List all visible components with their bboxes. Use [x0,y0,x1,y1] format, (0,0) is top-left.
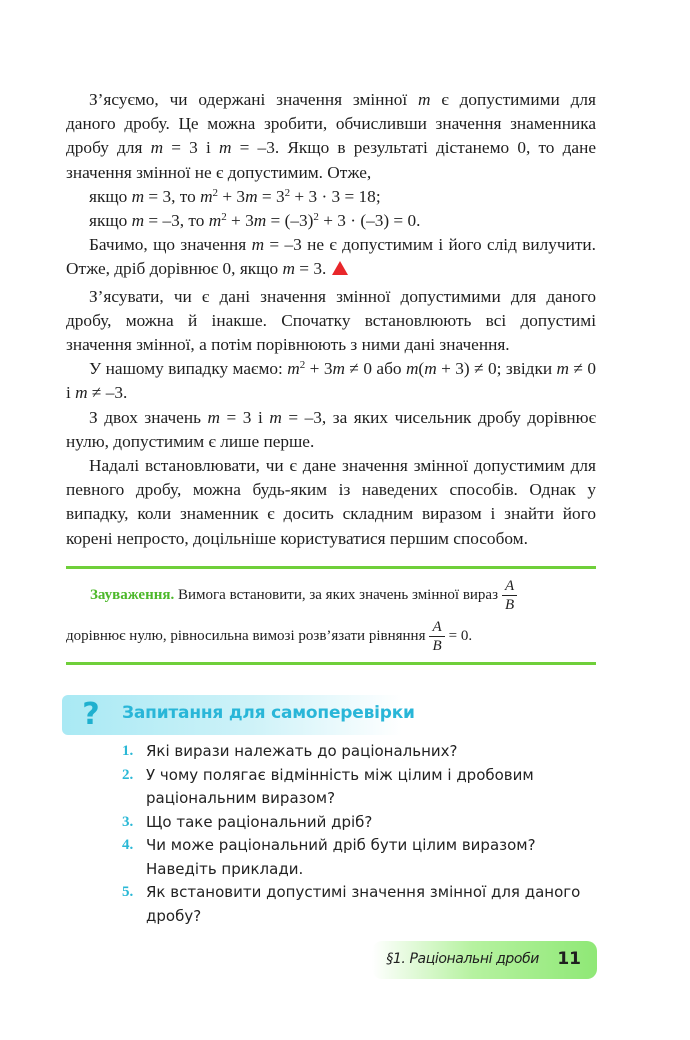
self-check-title: Запитання для самоперевірки [122,703,415,723]
paragraph-check-values: З’ясуємо, чи одержані значення змінної m є допустимими для даного дробу. Це можна зробити, обчисливши значення знаменника дробу для m = 3 і m = –3. Якщо в результаті дістанемо 0, то дане значення змінної не є допустимим. Отже, [66,90,596,182]
self-check-questions [122,740,597,928]
calculation-line-2: якщо m = –3, то $m^2 + 3m = (-3)^2 + 3 \cdot (-3) = 0$. [89,211,421,231]
paragraph-two-values: З двох значень m = 3 і m = –3, за яких чисельник дробу дорівнює нулю, допустимим є лише перше. [66,407,596,451]
page-footer [372,941,597,979]
remark-block [66,578,596,654]
paragraph-conclusion: Бачимо, що значення m = –3 не є допустимим і його слід вилучити. Отже, дріб дорівнює 0, якщо m = 3. [66,235,596,279]
fraction-a-over-b: $\frac{A}{B}$ [502,578,517,613]
remark-title: Зауваження. [90,586,175,603]
note-bottom-divider [66,662,596,665]
paragraph-our-case: У нашому випадку маємо: $m^2 + 3m \ne 0$ або m(m + 3) ≠ 0; звідки m ≠ 0 і m ≠ –3. [66,359,597,403]
note-top-divider [66,566,596,569]
paragraph-further: Надалі встановлювати, чи є дане значення змінної допустимим для певного дробу, можна будь-яким із наведених способів. Однак у випадку, коли знаменник є досить складним виразом і знайти його корені непросто, доцільніше користуватися першим способом. [66,456,596,548]
remark-line-1: Зауваження. Вимога встановити, за яких значень змінної вираз $\frac{A}{B}$ [66,578,596,613]
question-item: 4. Чи може раціональний дріб бути цілим виразом? Наведіть приклади. [122,836,536,878]
main-text [66,88,596,551]
question-item: 2. У чому полягає відмінність між цілим і дробовим раціональним виразом? [122,765,534,807]
self-check-header [62,695,415,735]
fraction-equation: $\frac{A}{B}$ [429,619,444,654]
calculation-line-1: якщо m = 3, то $m^2 + 3m = 3^2 + 3 \cdot 3 = 18$; [89,186,381,206]
question-item: 5. Як встановити допустимі значення змінної для даного дробу? [122,883,581,925]
end-of-solution-triangle-icon [332,261,348,275]
section-title: §1. Раціональні дроби [386,951,539,967]
question-item: 3. Що таке раціональний дріб? [122,812,373,831]
question-item: 1. Які вирази належать до раціональних? [122,742,458,760]
question-mark-icon: ? [82,697,100,732]
paragraph-alternative-method: З’ясувати, чи є дані значення змінної допустимими для даного дробу, можна й інакше. Спочатку встановлюють всі допустимі значення змінної, а потім порівнюють з ними дані значення. [66,286,596,355]
remark-line-2: дорівнює нулю, рівносильна вимозі розв’язати рівняння $\frac{A}{B}$ = 0. [66,619,473,654]
page-number: 11 [557,949,581,969]
